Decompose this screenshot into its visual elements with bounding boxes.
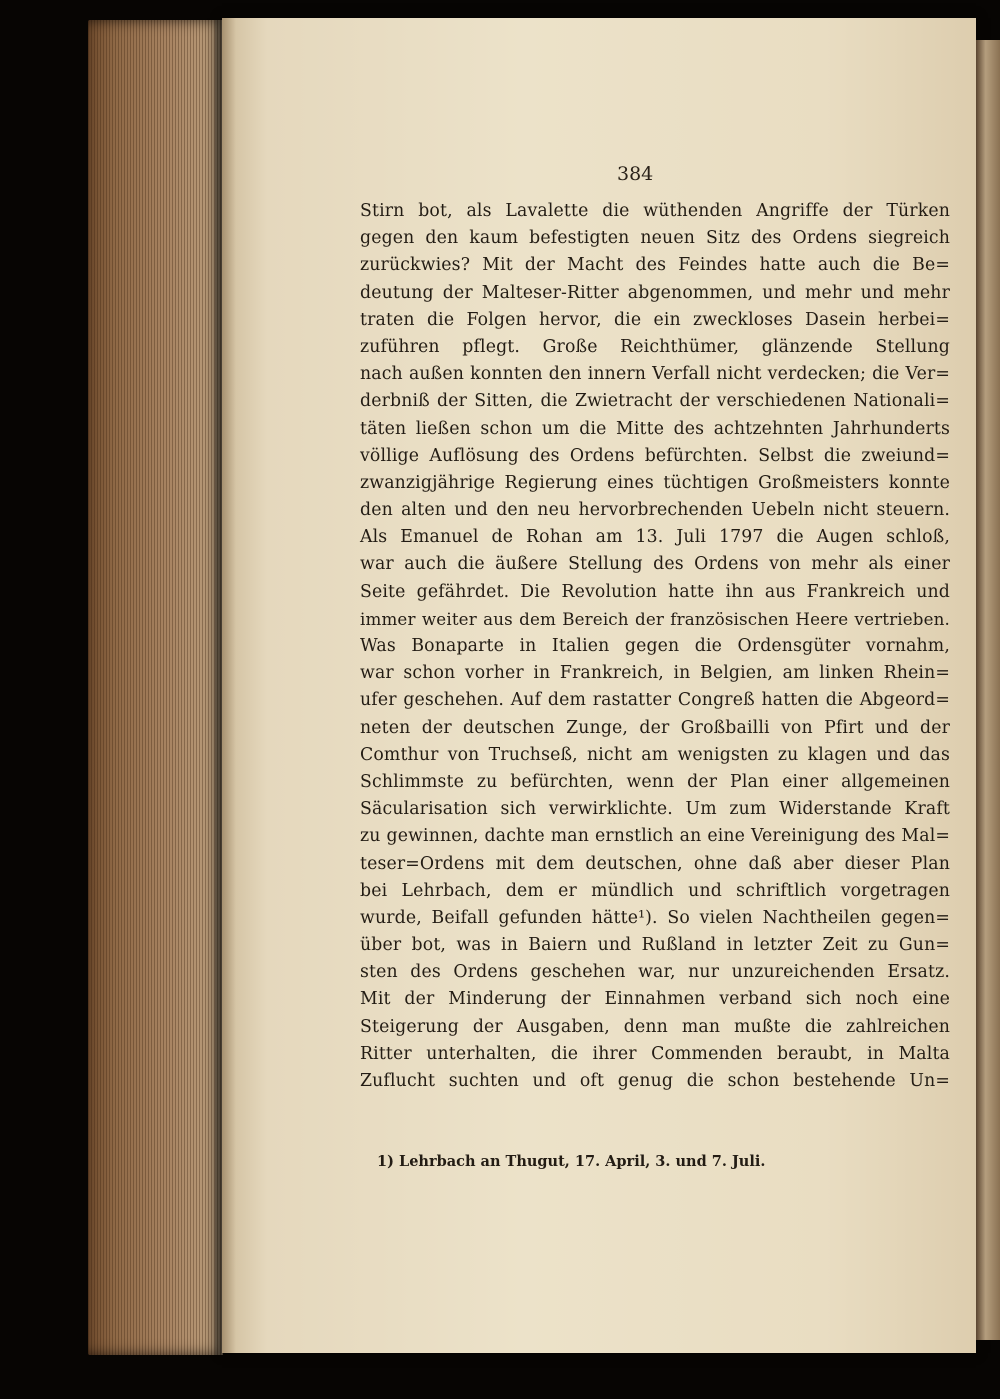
- text-line: Ritter unterhalten, die ihrer Commenden beraubt, in Malta: [360, 1043, 950, 1064]
- text-line: deutung der Malteser-Ritter abgenommen, und mehr und mehr: [360, 282, 950, 303]
- next-page-edge: [976, 40, 1000, 1340]
- body-text: [360, 198, 950, 1095]
- text-line: war schon vorher in Frankreich, in Belgien, am linken Rhein=: [360, 663, 950, 684]
- text-line: traten die Folgen hervor, die ein zweckloses Dasein herbei=: [360, 309, 950, 330]
- text-line: Zuflucht suchten und oft genug die schon bestehende Un=: [360, 1071, 950, 1091]
- text-line: nach außen konnten den innern Verfall nicht verdecken; die Ver=: [360, 364, 950, 385]
- text-line: Steigerung der Ausgaben, denn man mußte die zahlreichen: [360, 1016, 950, 1037]
- text-line: wurde, Beifall gefunden hätte¹). So vielen Nachtheilen gegen=: [360, 907, 950, 928]
- text-line: gegen den kaum befestigten neuen Sitz des Ordens siegreich: [360, 228, 950, 249]
- text-line: über bot, was in Baiern und Rußland in letzter Zeit zu Gun=: [360, 935, 950, 956]
- text-line: sten des Ordens geschehen war, nur unzureichenden Ersatz.: [360, 962, 950, 983]
- text-line: bei Lehrbach, dem er mündlich und schriftlich vorgetragen: [360, 880, 950, 901]
- text-line: zuführen pflegt. Große Reichthümer, glänzende Stellung: [360, 336, 950, 357]
- text-line: zwanzigjährige Regierung eines tüchtigen Großmeisters konnte: [360, 472, 950, 493]
- text-line: derbniß der Sitten, die Zwietracht der verschiedenen Nationali=: [360, 391, 950, 412]
- text-line: Mit der Minderung der Einnahmen verband sich noch eine: [360, 989, 950, 1010]
- text-line: Seite gefährdet. Die Revolution hatte ihn aus Frankreich und: [360, 581, 950, 602]
- book-page-edges: [88, 20, 223, 1355]
- text-line: zurückwies? Mit der Macht des Feindes hatte auch die Be=: [360, 255, 950, 276]
- text-line: Comthur von Truchseß, nicht am wenigsten zu klagen und das: [360, 744, 950, 765]
- text-line: den alten und den neu hervorbrechenden Uebeln nicht steuern.: [360, 500, 950, 521]
- text-line: zu gewinnen, dachte man ernstlich an eine Vereinigung des Mal=: [360, 826, 950, 847]
- text-line: Was Bonaparte in Italien gegen die Ordensgüter vornahm,: [360, 636, 950, 656]
- text-line: neten der deutschen Zunge, der Großbailli von Pfirt und der: [360, 717, 950, 738]
- text-line: ufer geschehen. Auf dem rastatter Congreß hatten die Abgeord=: [360, 690, 950, 711]
- page-number: 384: [617, 163, 654, 185]
- text-line: völlige Auflösung des Ordens befürchten. Selbst die zweiund=: [360, 445, 950, 466]
- text-line: Schlimmste zu befürchten, wenn der Plan einer allgemeinen: [360, 771, 950, 792]
- footnote: 1) Lehrbach an Thugut, 17. April, 3. und 7. Juli.: [377, 1153, 766, 1170]
- text-line: Stirn bot, als Lavalette die wüthenden Angriffe der Türken: [360, 201, 950, 221]
- text-line: teser=Ordens mit dem deutschen, ohne daß aber dieser Plan: [360, 853, 950, 874]
- text-line: Als Emanuel de Rohan am 13. Juli 1797 die Augen schloß,: [360, 527, 950, 548]
- text-line: Säcularisation sich verwirklichte. Um zum Widerstande Kraft: [360, 799, 950, 820]
- text-line: täten ließen schon um die Mitte des achtzehnten Jahrhunderts: [360, 418, 950, 439]
- printed-page: [222, 18, 976, 1353]
- text-line: immer weiter aus dem Bereich der französischen Heere vertrieben.: [360, 608, 950, 629]
- text-line: war auch die äußere Stellung des Ordens von mehr als einer: [360, 554, 950, 575]
